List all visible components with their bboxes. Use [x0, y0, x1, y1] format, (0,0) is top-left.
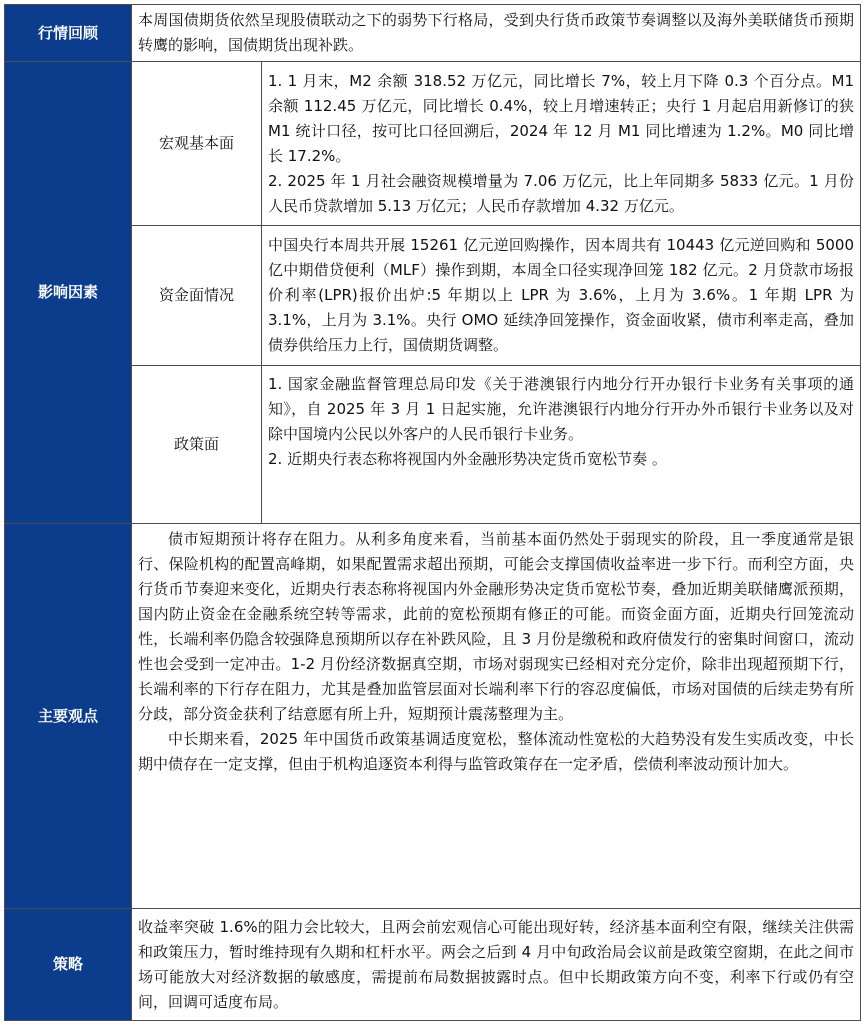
- weekly-report-table: [4, 4, 861, 1021]
- macro-content: [262, 62, 861, 226]
- policy-item-1: 1. 国家金融监督管理总局印发《关于港澳银行内地分行开办银行卡业务有关事项的通知》，自 2025 年 3 月 1 日起实施，允许港澳银行内地分行开办外币银行卡业务以及对除中国境内公民以外客户的人民币银行卡业务。: [268, 375, 855, 443]
- liquidity-row: [5, 226, 861, 366]
- main-view-content: [132, 524, 861, 909]
- macro-item-1: 1. 1 月末，M2 余额 318.52 万亿元，同比增长 7%，较上月下降 0.3 个百分点。M1 余额 112.45 万亿元，同比增长 0.4%，较上月增速转正；央行 1 月起启用新修订的狭 M1 统计口径，按可比口径回溯后，2024 年 12 月 M1 同比增速为 1.2%。M0 同比增长 17.2%。: [268, 71, 855, 165]
- factors-heading: 影响因素: [5, 62, 132, 524]
- macro-item-2: 2. 2025 年 1 月社会融资规模增量为 7.06 万亿元，比上年同期多 5833 亿元。1 月份人民币贷款增加 5.13 万亿元；人民币存款增加 4.32 万亿元。: [268, 171, 855, 215]
- market-review-text: 本周国债期货依然呈现股债联动之下的弱势下行格局，受到央行货币政策节奏调整以及海外美联储货币预期转鹰的影响，国债期货出现补跌。: [132, 5, 861, 62]
- liquidity-text: 中国央行本周共开展 15261 亿元逆回购操作，因本周共有 10443 亿元逆回购和 5000 亿中期借贷便利（MLF）操作到期，本周全口径实现净回笼 182 亿元。2 月贷款市场报价利率(LPR)报价出炉:5 年期以上 LPR 为 3.6%，上月为 3.6%。1 年期 LPR 为 3.1%，上月为 3.1%。央行 OMO 延续净回笼操作，资金面收紧，债市利率走高，叠加债券供给压力上行，国债期货调整。: [262, 226, 861, 366]
- market-review-row: [5, 5, 861, 62]
- market-review-heading: 行情回顾: [5, 5, 132, 62]
- policy-content: [262, 366, 861, 524]
- macro-label: 宏观基本面: [132, 62, 262, 226]
- policy-label: 政策面: [132, 366, 262, 524]
- strategy-text: 收益率突破 1.6%的阻力会比较大，且两会前宏观信心可能出现好转，经济基本面利空有限，继续关注供需和政策压力，暂时维持现有久期和杠杆水平。两会之后到 4 月中旬政治局会议前是政策空窗期，在此之间市场可能放大对经济数据的敏感度，需提前布局数据披露时点。但中长期政策方向不变，利率下行或仍有空间，回调可适度布局。: [132, 909, 861, 1021]
- policy-row: [5, 366, 861, 524]
- liquidity-label: 资金面情况: [132, 226, 262, 366]
- main-view-paragraph-1: 债市短期预计将存在阻力。从利多角度来看，当前基本面仍然处于弱现实的阶段，且一季度通常是银行、保险机构的配置高峰期，如果配置需求超出预期，可能会支撑国债收益率进一步下行。而利空方面，央行货币节奏迎来变化，近期央行表态称将视国内外金融形势决定货币宽松节奏，叠加近期美联储鹰派预期，国内防止资金在金融系统空转等需求，此前的宽松预期有修正的可能。而资金面方面，近期央行回笼流动性，长端利率仍隐含较强降息预期所以存在补跌风险，且 3 月份是缴税和政府债发行的密集时间窗口，流动性也会受到一定冲击。1-2 月份经济数据真空期，市场对弱现实已经相对充分定价，除非出现超预期下行，长端利率的下行存在阻力，尤其是叠加监管层面对长端利率下行的容忍度偏低，市场对国债的后续走势有所分歧，部分资金获利了结意愿有所上升，短期预计震荡整理为主。: [138, 530, 855, 723]
- main-view-paragraph-2: 中长期来看，2025 年中国货币政策基调适度宽松，整体流动性宽松的大趋势没有发生实质改变，中长期中债存在一定支撑，但由于机构追逐资本利得与监管政策存在一定矛盾，偿债利率波动预计加大。: [138, 730, 855, 773]
- main-view-row: [5, 524, 861, 909]
- main-view-heading: 主要观点: [5, 524, 132, 909]
- policy-item-2: 2. 近期央行表态称将视国内外金融形势决定货币宽松节奏 。: [268, 450, 667, 468]
- strategy-heading: 策略: [5, 909, 132, 1021]
- macro-row: [5, 62, 861, 226]
- strategy-row: [5, 909, 861, 1021]
